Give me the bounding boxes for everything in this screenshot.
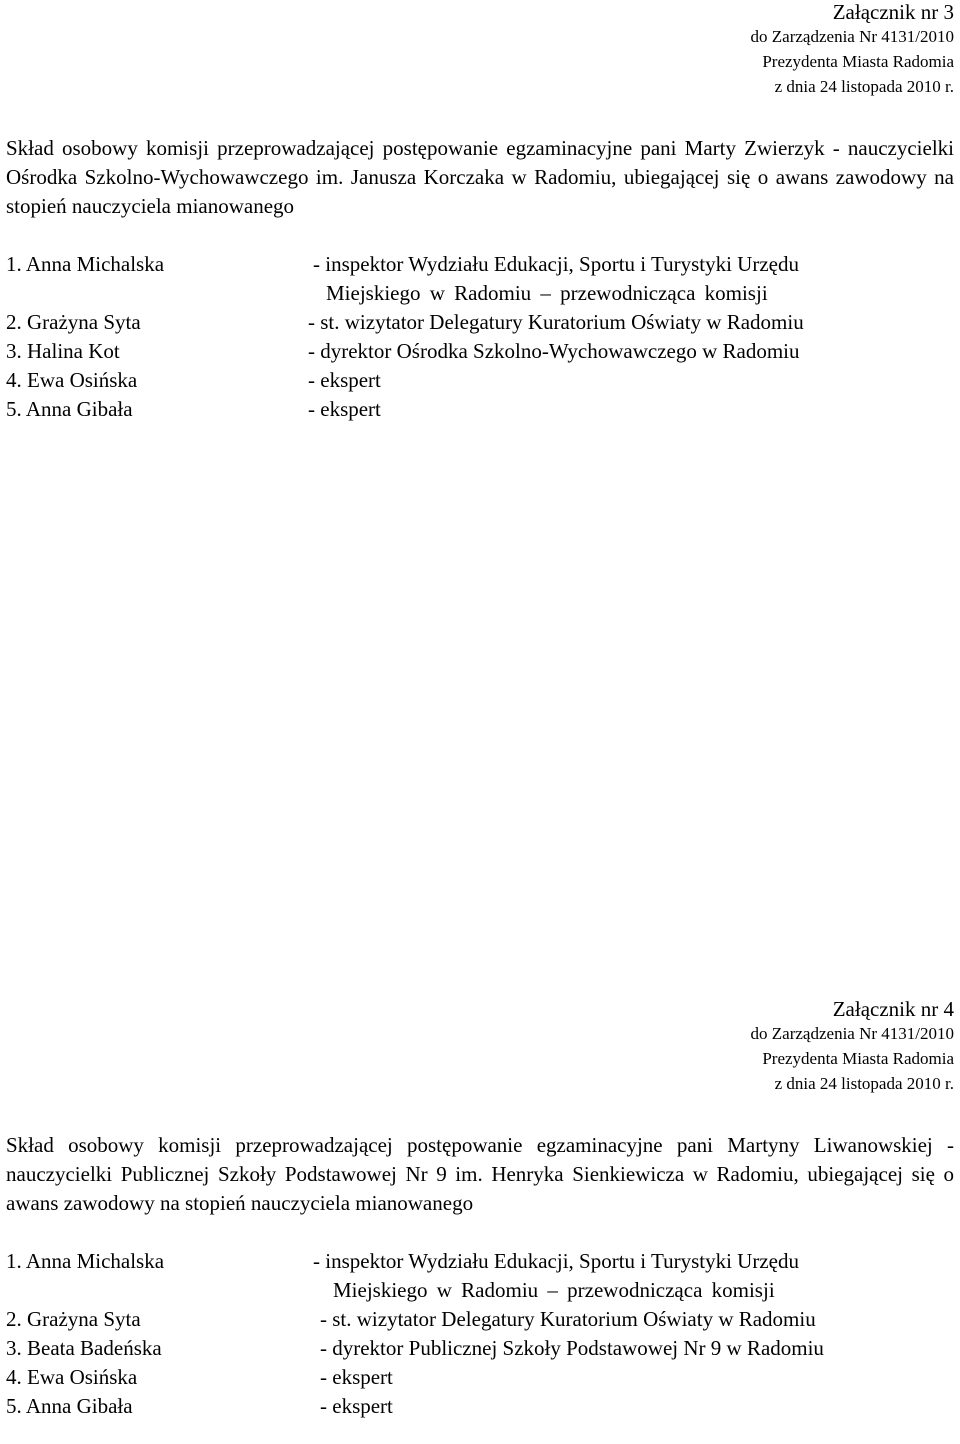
member-name: 2. Grażyna Syta [6, 1307, 141, 1331]
member-name: 1. Anna Michalska [6, 1249, 165, 1273]
annex-ref-line: do Zarządzenia Nr 4131/2010 [750, 27, 954, 46]
member-name: 3. Beata Badeńska [6, 1336, 162, 1360]
member-role: - ekspert [308, 397, 381, 421]
member-name: 5. Anna Gibała [6, 397, 133, 421]
annex-title: Załącznik nr 4 [832, 997, 954, 1021]
member-row [6, 1392, 954, 1421]
annex-ref-line: Prezydenta Miasta Radomia [762, 52, 954, 71]
committee-intro: Skład osobowy komisji przeprowadzającej postępowanie egzaminacyjne pani Marty Zwierzyk - nauczycielki Ośrodka Szkolno-Wychowawczego im. Janusza Korczaka w Radomiu, ubiegającej się o awans zawodowy na stopień nauczyciela mianowanego [6, 136, 954, 218]
annex-ref-line: z dnia 24 listopada 2010 r. [774, 77, 954, 96]
member-role: - ekspert [308, 368, 381, 392]
member-row [6, 308, 954, 337]
member-row [6, 1305, 954, 1334]
annex-3-section [6, 0, 954, 424]
member-role: - dyrektor Publicznej Szkoły Podstawowej Nr 9 w Radomiu [320, 1336, 824, 1360]
member-name: 4. Ewa Osińska [6, 1365, 138, 1389]
member-row [6, 250, 954, 308]
member-role: - dyrektor Ośrodka Szkolno-Wychowawczego w Radomiu [308, 339, 800, 363]
member-name: 4. Ewa Osińska [6, 368, 138, 392]
member-role: - inspektor Wydziału Edukacji, Sportu i Turystyki Urzędu [313, 1249, 799, 1273]
member-role-continued: Miejskiego w Radomiu – przewodnicząca komisji [326, 281, 768, 305]
member-name: 1. Anna Michalska [6, 252, 165, 276]
member-row [6, 366, 954, 395]
member-role: - st. wizytator Delegatury Kuratorium Oświaty w Radomiu [308, 310, 804, 334]
annex-4-section [6, 997, 954, 1421]
member-row [6, 1334, 954, 1363]
member-name: 5. Anna Gibała [6, 1394, 133, 1418]
committee-members [6, 1247, 954, 1421]
member-row [6, 1363, 954, 1392]
member-row [6, 395, 954, 424]
annex-header [6, 0, 954, 99]
annex-ref-line: z dnia 24 listopada 2010 r. [774, 1074, 954, 1093]
annex-ref-line: do Zarządzenia Nr 4131/2010 [750, 1024, 954, 1043]
annex-header [6, 997, 954, 1096]
committee-members [6, 250, 954, 424]
member-row [6, 337, 954, 366]
member-name: 2. Grażyna Syta [6, 310, 141, 334]
member-role: - inspektor Wydziału Edukacji, Sportu i Turystyki Urzędu [313, 252, 799, 276]
member-role: - ekspert [320, 1365, 393, 1389]
committee-intro: Skład osobowy komisji przeprowadzającej postępowanie egzaminacyjne pani Martyny Liwanowskiej - nauczycielki Publicznej Szkoły Podstawowej Nr 9 im. Henryka Sienkiewicza w Radomiu, ubiegającej się o awans zawodowy na stopień nauczyciela mianowanego [6, 1133, 954, 1215]
member-name: 3. Halina Kot [6, 339, 120, 363]
member-row [6, 1247, 954, 1305]
member-role: - ekspert [320, 1394, 393, 1418]
member-role: - st. wizytator Delegatury Kuratorium Oświaty w Radomiu [320, 1307, 816, 1331]
annex-title: Załącznik nr 3 [832, 0, 954, 24]
annex-ref-line: Prezydenta Miasta Radomia [762, 1049, 954, 1068]
member-role-continued: Miejskiego w Radomiu – przewodnicząca komisji [333, 1278, 775, 1302]
